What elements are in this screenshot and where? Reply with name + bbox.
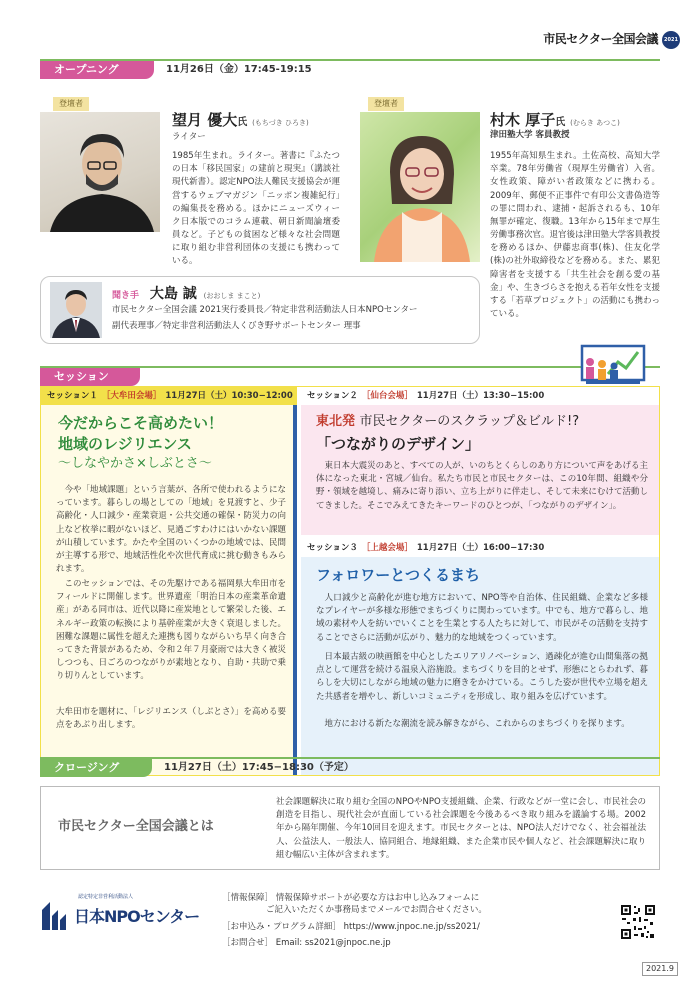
speaker1-honorific: 氏	[237, 117, 248, 128]
person-silhouette-icon	[50, 282, 102, 338]
speaker1-reading: (もちづき ひろき)	[252, 119, 309, 127]
closing-time: 11月27日（土）17:45−18:30（予定）	[164, 762, 354, 773]
session2-time: 11月27日（土）13:30−15:00	[416, 391, 545, 401]
qr-code-icon	[620, 904, 656, 940]
speaker1-tag: 登壇者	[53, 97, 89, 111]
org-small-label: 認定特定非営利活動法人	[78, 894, 134, 900]
speaker1-name: 望月 優大	[172, 111, 238, 129]
session1-title-1: 今だからこそ高めたい！	[58, 414, 224, 432]
interviewer-affiliation-1: 市民セクター全国会議 2021実行委員長／特定非営利活動法人日本NPOセンター	[112, 305, 418, 315]
org-logo	[40, 902, 199, 932]
session3-time: 11月27日（土）16:00−17:30	[416, 543, 545, 553]
session3-title: フォロワーとつくるまち	[316, 566, 480, 584]
speaker2-bio: 1955年高知県生まれ。土佐高校、高知大学卒業。78年労働省（現厚生労働省）入省。女性政策、障がい者政策などに携わる。2009年、郵便不正事件で有印公文書偽造等の罪に問われ、逮捕・起訴されるも、10年無罪が確定、復職。13年から15年まで厚生労働事務次官。退官後は津田塾大学客員教授を務めるほか、伊藤忠商事(株)、住友化学(株)の社外取締役などを務める。また、累犯障害者を支援する「共生社会を創る愛の基金」や、生きづらさを抱える若年女性を支援する「若草プロジェクト」の活動にも携わっている。	[490, 151, 661, 320]
header-brand	[543, 30, 680, 50]
contact-email-link[interactable]: Email: ss2021@jnpoc.ne.jp	[275, 937, 391, 948]
speaker1-photo	[40, 112, 160, 232]
presentation-illustration-icon	[580, 344, 646, 388]
session3-header	[301, 539, 659, 557]
session2-title-rest: 市民セクターのスクラップ＆ビルド!?	[359, 414, 580, 429]
session2-title-red: 東北発	[316, 414, 356, 429]
opening-label: オープニング	[40, 61, 154, 79]
session1-title-2: 地域のレジリエンス	[58, 435, 192, 453]
apply-url-link[interactable]: https://www.jnpoc.ne.jp/ss2021/	[343, 921, 480, 932]
session3-p2: 日本最古級の映画館を中心としたエリアリノベーション、過疎化が進む山間集落の拠点として運営を続ける温泉入浴施設。まちづくりを目的とせず、形態にとらわれず、暮らしを大切にしながら地域の魅力に磨きをかけている。こうした姿が世代や立場を超えた共感者を増やし、新しいコミュニティを形成し、取り組みを広げています。	[316, 652, 648, 702]
session2-header	[301, 387, 659, 405]
about-text: 社会課題解決に取り組む全国のNPOやNPO支援組織、企業、行政などが一堂に会し、市民社会の創造を目指し、現代社会が直面している社会課題を今後あるべき取り組みを議論する場。2002年から隔年開催、今年10回目を迎えます。市民セクターとは、NPO法人だけでなく、社会福祉法人、公益法人、一般法人、協同組合、地縁組織、また企業市民や個人など、社会課題解決に取り組む幅広い主体が含まれます。	[276, 797, 646, 860]
interviewer-tag: 聞き手	[112, 291, 140, 301]
session1-p3: 大牟田市を題材に、「レジリエンス（しぶとさ）」を高める要点をあぶり出します。	[56, 707, 286, 731]
speaker2-tag: 登壇者	[368, 97, 404, 111]
info-block	[222, 892, 487, 949]
session1-p1: 今や「地域課題」という言葉が、各所で使われるようになっています。暮らしの場としての「地域」を見渡すと、少子高齢化・人口減少・産業衰退・公共交通の確保・防災力の向上など枚挙に暇がないほど、見過ごすわけにはいかない課題が山積しています。かたや全国のいくつかの地域では、民間が主導する形で、地域活性化や次世代育成に挑む動きもみられます。	[56, 485, 286, 575]
opening-time: 11月26日（金）17:45-19:15	[166, 64, 312, 75]
interviewer-name-line	[112, 284, 260, 304]
session3-num: セッション３	[307, 543, 358, 553]
speaker2-name: 村木 厚子	[490, 111, 556, 129]
session2-venue: ［仙台会場］	[361, 391, 413, 401]
session3-p3: 地方における新たな潮流を読み解きながら、これからのまちづくりを探ります。	[324, 719, 630, 729]
info-line2: ご記入いただくか事務局までメールでお問合せください。	[266, 905, 487, 916]
year-badge: 2021	[662, 31, 680, 49]
brand-text: 市民セクター全国会議	[543, 32, 658, 47]
session1-header	[41, 387, 297, 405]
session3-venue: ［上越会場］	[361, 543, 413, 553]
about-heading: 市民セクター全国会議とは	[58, 819, 214, 834]
session2-num: セッション２	[307, 391, 358, 401]
session3-p1: 人口減少と高齢化が進む地方において、NPO等や自治体、住民組織、企業など多様なプレイヤーが多様な形態でまちづくりに関わっています。中でも、地方で暮らし、地域の素材や人を紡いでいくことを生業とする人たちに対して、市民がその活動を支持することでさらに活動が広がり、魅力的な地域をつくっています。	[316, 593, 648, 643]
session1-num: セッション１	[47, 391, 98, 401]
interviewer-affiliation-2: 副代表理事／特定非営利活動法人くびき野サポートセンター 理事	[112, 321, 361, 331]
speaker1-bio: 1985年生まれ。ライター。著書に『ふたつの日本「移民国家」の建前と現実』（講談社現代新書）。認定NPO法人難民支援協会が運営するウェブマガジン「ニッポン複雑紀行」の編集長を務める。ほかにニューズウィーク日本版でのコラム連載、朝日新聞論壇委員など。子どもの貧困など様々な社会問題に取り組む非営利団体の支援にも携わっている。	[172, 151, 340, 267]
date-code: 2021.9	[642, 962, 678, 976]
info-line1: 情報保障サポートが必要な方はお申し込みフォームに	[275, 893, 480, 903]
session1-venue: ［大牟田会場］	[101, 391, 162, 401]
speaker1-role: ライター	[172, 132, 206, 142]
session2-title-2: 「つながりのデザイン」	[316, 435, 480, 453]
jnpoc-logo-icon	[40, 902, 72, 932]
person-silhouette-icon	[360, 112, 480, 262]
closing-label: クロージング	[40, 759, 152, 777]
info-label: ［情報保障］	[222, 893, 274, 903]
speaker2-role: 津田塾大学 客員教授	[490, 130, 570, 140]
interviewer-photo	[50, 282, 102, 338]
speaker2-photo	[360, 112, 480, 262]
session-label: セッション	[40, 368, 140, 386]
qr-code[interactable]	[620, 904, 656, 940]
session2-title-line1	[316, 413, 579, 432]
person-silhouette-icon	[40, 112, 160, 232]
interviewer-name: 大島 誠	[149, 286, 197, 302]
session1-time: 11月27日（土）10:30−12:00	[165, 391, 293, 401]
speaker1-name-block	[172, 110, 309, 132]
session1-subtitle: 〜しなやかさ×しぶとさ〜	[58, 456, 212, 471]
org-logo-text: 日本NPOセンター	[74, 907, 200, 927]
interviewer-reading: (おおしま まこと)	[203, 292, 261, 300]
speaker2-reading: (むらき あつこ)	[570, 119, 620, 127]
speaker2-honorific: 氏	[555, 117, 566, 128]
session2-p1: 東日本大震災のあと、すべての人が、いのちとくらしのあり方について声をあげる主体になった東北・宮城／仙台。私たち市民と市民セクターは、この10年間、組織や分野・領域を越境し、痛みに寄り添い、立ち上がりに伴走し、そして未来にむけて活動してきました。そこでみえてきたキーワードのひとつが、「つながりのデザイン」。	[316, 461, 648, 511]
contact-label: ［お問合せ］	[222, 937, 274, 948]
session1-p2: このセッションでは、その先駆けである福岡県大牟田市をフィールドに開催します。世界遺産「明治日本の産業革命遺産」がある同市は、近代以降に産炭地として繁栄した後、エネルギー政策の転換により基幹産業が大きく衰退しました。困難な課題に属性を超えた連携も図りながらいち早く向き合ってきた背景があるため、令和２年７月豪雨では大きく被災しつつも、日ごろのつながりが素地となり、自助・共助で乗り切りんとしています。	[56, 579, 286, 682]
apply-label: ［お申込み・プログラム詳細］	[222, 921, 341, 932]
